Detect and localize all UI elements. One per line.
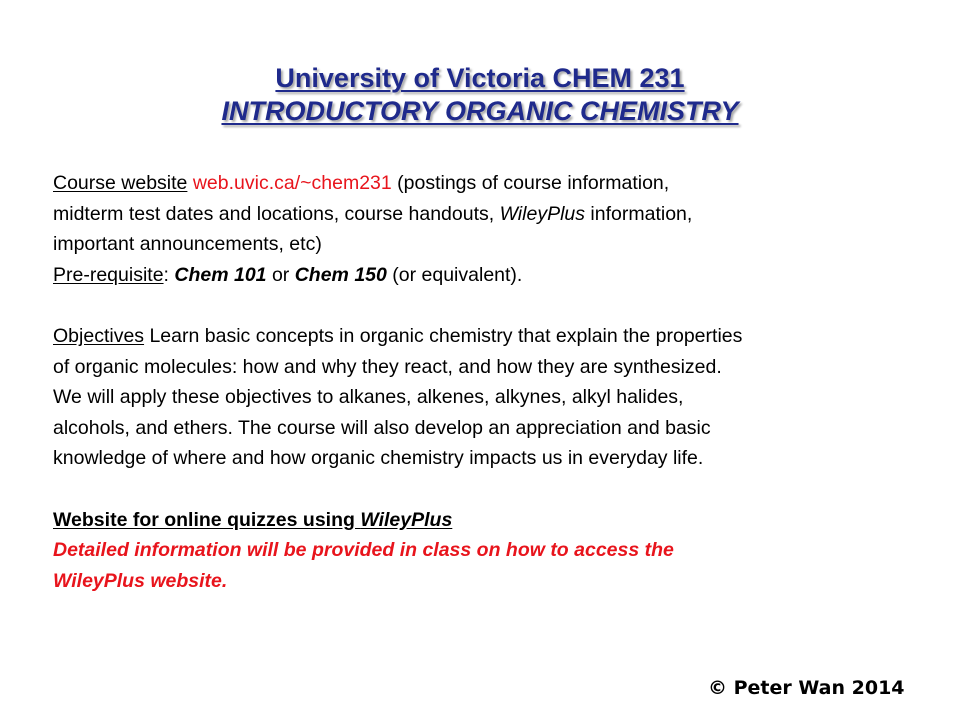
wileyplus-mention: WileyPlus <box>499 202 586 225</box>
spacer <box>53 290 923 321</box>
wileyplus-notice-line-2: WileyPlus website. <box>53 569 228 592</box>
objectives-line-1: Objectives Learn basic concepts in organic chemistry that explain the properties <box>53 324 743 347</box>
prereq-course-2: Chem 150 <box>294 263 387 286</box>
objectives-label: Objectives <box>53 324 145 347</box>
slide-title <box>0 62 960 128</box>
copyright-notice: © Peter Wan 2014 <box>708 677 905 699</box>
prerequisite-line: Pre-requisite: Chem 101 or Chem 150 (or equivalent). <box>53 263 523 286</box>
prereq-course-1: Chem 101 <box>174 263 267 286</box>
title-line-course-name: INTRODUCTORY ORGANIC CHEMISTRY <box>221 96 739 126</box>
objectives-line-2: of organic molecules: how and why they react, and how they are synthesized. <box>53 355 722 378</box>
objectives-line-5: knowledge of where and how organic chemistry impacts us in everyday life. <box>53 447 704 470</box>
course-website-label: Course website <box>53 172 188 194</box>
quizzes-heading: Website for online quizzes using WileyPlus <box>53 508 453 531</box>
slide-body <box>53 168 923 596</box>
prerequisite-label: Pre-requisite <box>53 263 164 286</box>
course-website-url[interactable]: web.uvic.ca/~chem231 <box>192 172 392 194</box>
spacer <box>53 474 923 505</box>
title-line-university: University of Victoria CHEM 231 <box>275 63 685 93</box>
course-website-desc-1: (postings of course information, <box>391 172 670 194</box>
objectives-line-4: alcohols, and ethers. The course will also develop an appreciation and basic <box>53 416 711 439</box>
wileyplus-notice-line-1: Detailed information will be provided in class on how to access the <box>53 539 674 562</box>
course-website-desc-line-3: important announcements, etc) <box>53 233 322 256</box>
course-website-desc-line-2: midterm test dates and locations, course handouts, WileyPlus information, <box>53 202 693 225</box>
course-website-line <box>53 168 923 199</box>
objectives-line-3: We will apply these objectives to alkanes, alkenes, alkynes, alkyl halides, <box>53 386 684 409</box>
